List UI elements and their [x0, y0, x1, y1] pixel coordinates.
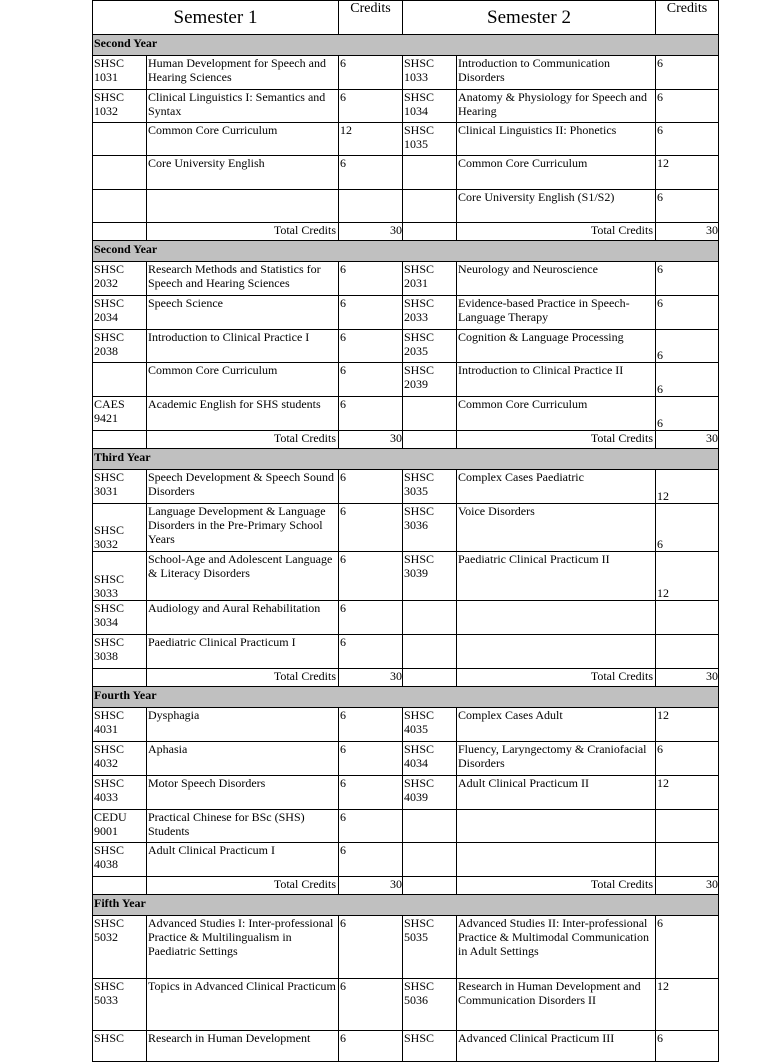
course-title: Audiology and Aural Rehabilitation — [147, 601, 339, 635]
course-row — [93, 470, 719, 504]
course-code: SHSC 2038 — [93, 330, 147, 363]
course-title — [457, 635, 656, 669]
course-row — [93, 742, 719, 776]
course-credits: 6 — [339, 397, 403, 431]
course-credits: 6 — [339, 979, 403, 1031]
course-title: Paediatric Clinical Practicum I — [147, 635, 339, 669]
course-title: Advanced Studies II: Inter-professional Practice & Multimodal Communication in Adult Settings — [457, 916, 656, 979]
course-row — [93, 1031, 719, 1062]
course-title: Introduction to Clinical Practice II — [457, 363, 656, 397]
course-code: SHSC 2034 — [93, 296, 147, 330]
course-title: Introduction to Communication Disorders — [457, 56, 656, 90]
course-credits: 6 — [656, 330, 719, 363]
course-code — [93, 363, 147, 397]
section-title: Fifth Year — [93, 895, 719, 916]
total-credits-label: Total Credits — [147, 431, 339, 449]
course-row — [93, 810, 719, 843]
course-title: Common Core Curriculum — [147, 123, 339, 156]
course-title: Speech Science — [147, 296, 339, 330]
total-credits-label: Total Credits — [147, 223, 339, 241]
course-credits: 6 — [339, 156, 403, 190]
total-credits-value: 30 — [339, 669, 403, 687]
course-credits: 6 — [656, 397, 719, 431]
course-credits — [656, 843, 719, 877]
course-code — [403, 810, 457, 843]
course-title: Research in Human Development and Communication Disorders II — [457, 979, 656, 1031]
course-row — [93, 552, 719, 601]
course-code: SHSC 4035 — [403, 708, 457, 742]
course-credits: 6 — [656, 262, 719, 296]
course-title — [147, 190, 339, 223]
course-credits: 6 — [339, 504, 403, 552]
course-code: SHSC 4038 — [93, 843, 147, 877]
semester-2-header: Semester 2 — [403, 1, 656, 35]
course-title: Academic English for SHS students — [147, 397, 339, 431]
course-title: Adult Clinical Practicum II — [457, 776, 656, 810]
course-credits: 6 — [339, 708, 403, 742]
empty-cell — [93, 669, 147, 687]
course-row — [93, 601, 719, 635]
course-code: SHSC 4039 — [403, 776, 457, 810]
course-credits: 12 — [656, 552, 719, 601]
total-credits-label: Total Credits — [457, 877, 656, 895]
course-code: SHSC — [93, 1031, 147, 1062]
course-code: SHSC 3033 — [93, 552, 147, 601]
course-title: Paediatric Clinical Practicum II — [457, 552, 656, 601]
course-credits: 6 — [656, 90, 719, 123]
course-credits: 6 — [339, 363, 403, 397]
course-credits: 6 — [339, 1031, 403, 1062]
course-row — [93, 843, 719, 877]
empty-cell — [93, 877, 147, 895]
course-row — [93, 262, 719, 296]
course-title: Clinical Linguistics I: Semantics and Syntax — [147, 90, 339, 123]
course-code — [403, 190, 457, 223]
course-code: SHSC — [403, 1031, 457, 1062]
course-credits: 6 — [656, 56, 719, 90]
course-title: Common Core Curriculum — [147, 363, 339, 397]
course-title: Aphasia — [147, 742, 339, 776]
course-credits: 12 — [656, 156, 719, 190]
course-credits: 6 — [656, 123, 719, 156]
course-code: SHSC 2033 — [403, 296, 457, 330]
course-credits: 6 — [339, 90, 403, 123]
course-row — [93, 916, 719, 979]
course-row — [93, 635, 719, 669]
course-credits: 6 — [656, 296, 719, 330]
course-credits: 6 — [339, 470, 403, 504]
course-code: SHSC 1032 — [93, 90, 147, 123]
total-credits-value: 30 — [656, 431, 719, 449]
course-title: Human Development for Speech and Hearing Sciences — [147, 56, 339, 90]
section-header-row — [93, 241, 719, 262]
total-credits-value: 30 — [339, 223, 403, 241]
course-title — [457, 601, 656, 635]
empty-cell — [93, 223, 147, 241]
course-row — [93, 190, 719, 223]
section-header-row — [93, 449, 719, 470]
course-row — [93, 708, 719, 742]
course-credits: 6 — [339, 262, 403, 296]
total-credits-label: Total Credits — [457, 669, 656, 687]
course-credits: 6 — [339, 56, 403, 90]
section-header-row — [93, 687, 719, 708]
course-credits: 6 — [339, 916, 403, 979]
semester-1-header: Semester 1 — [93, 1, 339, 35]
total-credits-label: Total Credits — [457, 223, 656, 241]
section-title: Second Year — [93, 35, 719, 56]
credits-2-header: Credits — [656, 1, 719, 35]
course-title: Clinical Linguistics II: Phonetics — [457, 123, 656, 156]
course-title: Advanced Studies I: Inter-professional Practice & Multilingualism in Paediatric Settings — [147, 916, 339, 979]
course-title: Voice Disorders — [457, 504, 656, 552]
course-title: Adult Clinical Practicum I — [147, 843, 339, 877]
course-credits: 12 — [656, 776, 719, 810]
course-credits: 6 — [339, 635, 403, 669]
course-row — [93, 363, 719, 397]
course-title: Core University English — [147, 156, 339, 190]
course-title: Neurology and Neuroscience — [457, 262, 656, 296]
credits-1-header: Credits — [339, 1, 403, 35]
course-title — [457, 843, 656, 877]
course-credits: 6 — [656, 742, 719, 776]
course-title: Dysphagia — [147, 708, 339, 742]
course-credits: 12 — [656, 708, 719, 742]
total-credits-value: 30 — [656, 669, 719, 687]
course-code: CAES 9421 — [93, 397, 147, 431]
course-credits: 6 — [656, 916, 719, 979]
course-code: SHSC 2031 — [403, 262, 457, 296]
section-title: Third Year — [93, 449, 719, 470]
course-code: SHSC 4033 — [93, 776, 147, 810]
course-credits: 6 — [339, 552, 403, 601]
course-title: Common Core Curriculum — [457, 156, 656, 190]
course-code: SHSC 3035 — [403, 470, 457, 504]
section-header-row — [93, 895, 719, 916]
course-code: SHSC 3039 — [403, 552, 457, 601]
total-credits-row — [93, 669, 719, 687]
total-credits-value: 30 — [656, 877, 719, 895]
course-title: Complex Cases Paediatric — [457, 470, 656, 504]
course-title: Topics in Advanced Clinical Practicum — [147, 979, 339, 1031]
course-code: SHSC 3034 — [93, 601, 147, 635]
empty-cell — [93, 431, 147, 449]
course-credits: 12 — [656, 979, 719, 1031]
course-row — [93, 397, 719, 431]
course-code: SHSC 4034 — [403, 742, 457, 776]
course-row — [93, 979, 719, 1031]
course-code: SHSC 4031 — [93, 708, 147, 742]
course-credits — [656, 810, 719, 843]
course-code: CEDU 9001 — [93, 810, 147, 843]
course-code: SHSC 1031 — [93, 56, 147, 90]
course-title: Motor Speech Disorders — [147, 776, 339, 810]
course-code — [93, 190, 147, 223]
course-code — [403, 843, 457, 877]
total-credits-value: 30 — [339, 877, 403, 895]
empty-cell — [403, 431, 457, 449]
course-title: School-Age and Adolescent Language & Literacy Disorders — [147, 552, 339, 601]
course-credits — [656, 635, 719, 669]
course-row — [93, 296, 719, 330]
course-credits: 6 — [339, 601, 403, 635]
total-credits-row — [93, 431, 719, 449]
course-code: SHSC 5035 — [403, 916, 457, 979]
course-row — [93, 330, 719, 363]
course-title: Practical Chinese for BSc (SHS) Students — [147, 810, 339, 843]
course-row — [93, 90, 719, 123]
course-code: SHSC 5033 — [93, 979, 147, 1031]
total-credits-label: Total Credits — [457, 431, 656, 449]
course-code: SHSC 1034 — [403, 90, 457, 123]
header-row — [93, 1, 719, 35]
course-credits: 6 — [339, 296, 403, 330]
course-code: SHSC 3032 — [93, 504, 147, 552]
total-credits-label: Total Credits — [147, 669, 339, 687]
course-credits: 12 — [339, 123, 403, 156]
empty-cell — [403, 669, 457, 687]
course-credits: 6 — [656, 363, 719, 397]
course-credits: 6 — [339, 810, 403, 843]
course-code: SHSC 3031 — [93, 470, 147, 504]
course-code — [403, 635, 457, 669]
course-title: Research in Human Development — [147, 1031, 339, 1062]
section-title: Fourth Year — [93, 687, 719, 708]
course-title: Introduction to Clinical Practice I — [147, 330, 339, 363]
section-title: Second Year — [93, 241, 719, 262]
course-row — [93, 123, 719, 156]
course-credits: 12 — [656, 470, 719, 504]
course-title: Advanced Clinical Practicum III — [457, 1031, 656, 1062]
course-code: SHSC 1035 — [403, 123, 457, 156]
course-title: Language Development & Language Disorders in the Pre-Primary School Years — [147, 504, 339, 552]
empty-cell — [403, 877, 457, 895]
empty-cell — [403, 223, 457, 241]
course-title: Fluency, Laryngectomy & Craniofacial Disorders — [457, 742, 656, 776]
course-row — [93, 504, 719, 552]
course-credits: 6 — [339, 776, 403, 810]
course-code — [93, 156, 147, 190]
course-code: SHSC 4032 — [93, 742, 147, 776]
course-title — [457, 810, 656, 843]
course-title: Research Methods and Statistics for Speech and Hearing Sciences — [147, 262, 339, 296]
course-credits: 6 — [339, 330, 403, 363]
course-title: Speech Development & Speech Sound Disorders — [147, 470, 339, 504]
section-header-row — [93, 35, 719, 56]
course-code — [403, 397, 457, 431]
course-code — [403, 156, 457, 190]
total-credits-row — [93, 223, 719, 241]
course-code: SHSC 2039 — [403, 363, 457, 397]
course-code: SHSC 1033 — [403, 56, 457, 90]
course-code — [403, 601, 457, 635]
course-row — [93, 776, 719, 810]
course-credits: 6 — [656, 190, 719, 223]
total-credits-value: 30 — [656, 223, 719, 241]
course-credits — [656, 601, 719, 635]
course-title: Evidence-based Practice in Speech-Language Therapy — [457, 296, 656, 330]
course-title: Cognition & Language Processing — [457, 330, 656, 363]
course-code — [93, 123, 147, 156]
course-title: Core University English (S1/S2) — [457, 190, 656, 223]
course-code: SHSC 3036 — [403, 504, 457, 552]
course-code: SHSC 3038 — [93, 635, 147, 669]
course-credits: 6 — [339, 843, 403, 877]
course-title: Complex Cases Adult — [457, 708, 656, 742]
course-title: Anatomy & Physiology for Speech and Hearing — [457, 90, 656, 123]
total-credits-label: Total Credits — [147, 877, 339, 895]
course-code: SHSC 2032 — [93, 262, 147, 296]
course-credits: 6 — [656, 1031, 719, 1062]
curriculum-table — [92, 0, 719, 1062]
course-credits: 6 — [656, 504, 719, 552]
course-credits: 6 — [339, 742, 403, 776]
course-row — [93, 156, 719, 190]
course-credits — [339, 190, 403, 223]
total-credits-value: 30 — [339, 431, 403, 449]
course-code: SHSC 5036 — [403, 979, 457, 1031]
course-code: SHSC 2035 — [403, 330, 457, 363]
course-code: SHSC 5032 — [93, 916, 147, 979]
course-row — [93, 56, 719, 90]
total-credits-row — [93, 877, 719, 895]
course-title: Common Core Curriculum — [457, 397, 656, 431]
